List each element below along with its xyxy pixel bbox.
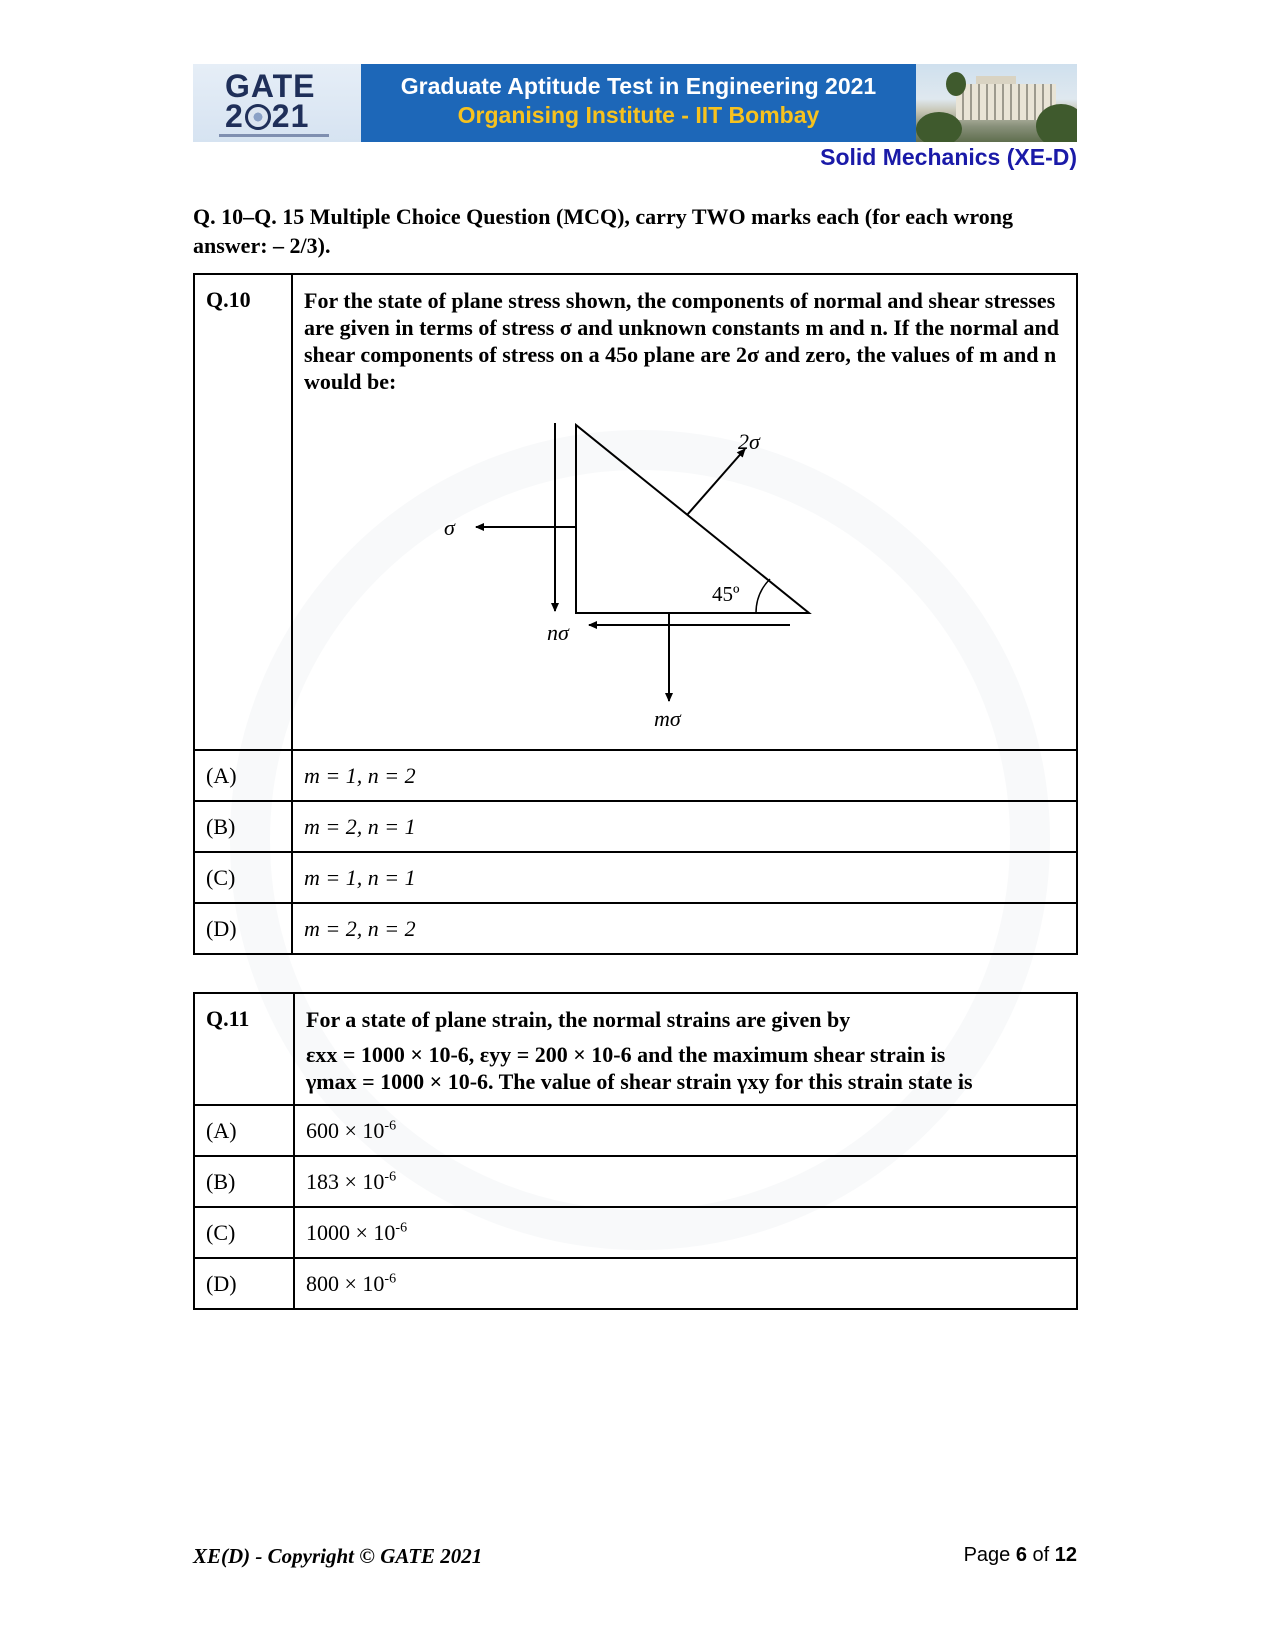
tree [946, 72, 966, 96]
question-label: Q.11 [194, 993, 294, 1105]
tree [1036, 104, 1077, 142]
option-row[interactable] [194, 750, 1077, 801]
option-exponent: -6 [384, 1118, 397, 1134]
option-row[interactable] [194, 801, 1077, 852]
label-sigma: σ [444, 515, 455, 540]
option-math: m = 1, n = 2 [304, 762, 416, 788]
option-row[interactable] [194, 1258, 1077, 1309]
question-line: For a state of plane strain, the normal strains are given by [306, 1007, 851, 1032]
campus-photo [916, 64, 1077, 142]
option-math: m = 1, n = 1 [304, 864, 416, 890]
banner-title: Graduate Aptitude Test in Engineering 2021 [400, 73, 877, 99]
option-exponent: -6 [384, 1271, 397, 1287]
stress-element-triangle [576, 425, 809, 613]
option-label: (B) [194, 1156, 294, 1207]
question-label: Q.10 [194, 274, 292, 750]
seal-icon [245, 104, 271, 130]
banner-title-block [361, 64, 916, 142]
plane-stress-diagram [304, 407, 1064, 737]
option-label: (C) [194, 1207, 294, 1258]
option-base: 800 × 10 [306, 1270, 385, 1296]
option-text [294, 1156, 1077, 1207]
option-row[interactable] [194, 1156, 1077, 1207]
option-text [292, 903, 1077, 954]
option-exponent: -6 [384, 1169, 397, 1185]
page-total: 12 [1054, 1544, 1077, 1566]
question-10-body [292, 274, 1077, 750]
option-text [292, 750, 1077, 801]
label-2sigma: 2σ [738, 429, 760, 454]
gate-logo [193, 64, 361, 142]
option-label: (B) [194, 801, 292, 852]
subject-title: Solid Mechanics (XE-D) [820, 144, 1077, 170]
question-11-table [193, 992, 1078, 1310]
option-base: 183 × 10 [306, 1168, 385, 1194]
logo-gate-text: GATE [225, 68, 316, 104]
option-math: m = 2, n = 2 [304, 915, 416, 941]
option-text [294, 1258, 1077, 1309]
option-label: (C) [194, 852, 292, 903]
header-banner [193, 64, 1077, 142]
label-m-sigma: mσ [654, 706, 681, 731]
page-prefix: Page [963, 1544, 1016, 1566]
option-base: 1000 × 10 [306, 1219, 396, 1245]
option-text [294, 1207, 1077, 1258]
section-intro: Q. 10–Q. 15 Multiple Choice Question (MCQ), carry TWO marks each (for each wrong answer: – 2/3). [193, 204, 1014, 258]
question-11-body [294, 993, 1077, 1105]
option-text [292, 801, 1077, 852]
banner-subtitle: Organising Institute - IIT Bombay [457, 102, 820, 128]
logo-year-left: 2 [225, 98, 244, 134]
option-text [292, 852, 1077, 903]
option-math: m = 2, n = 1 [304, 813, 416, 839]
option-exponent: -6 [395, 1220, 408, 1236]
option-row[interactable] [194, 852, 1077, 903]
angle-arc [756, 579, 770, 613]
option-row[interactable] [194, 903, 1077, 954]
tree [916, 112, 962, 142]
option-label: (A) [194, 1105, 294, 1156]
label-n-sigma: nσ [547, 620, 569, 645]
footer-copyright: XE(D) - Copyright © GATE 2021 [193, 1544, 483, 1568]
option-row[interactable] [194, 1105, 1077, 1156]
logo-year-right: 21 [271, 98, 310, 134]
logo-year [225, 100, 309, 132]
option-text [294, 1105, 1077, 1156]
page-current: 6 [1015, 1544, 1027, 1566]
question-10-table [193, 273, 1078, 955]
option-base: 600 × 10 [306, 1117, 385, 1143]
page-of: of [1026, 1544, 1055, 1566]
option-label: (A) [194, 750, 292, 801]
option-row[interactable] [194, 1207, 1077, 1258]
option-label: (D) [194, 903, 292, 954]
option-label: (D) [194, 1258, 294, 1309]
question-line: εxx = 1000 × 10-6, εyy = 200 × 10-6 and the maximum shear strain is [306, 1042, 946, 1067]
question-text: For the state of plane stress shown, the components of normal and shear stresses are given in terms of stress σ and unknown constants m and n. If the normal and shear components of stress on a 45o plane are 2σ and zero, the values of m and n would be: [304, 288, 1059, 394]
logo-tagline-bar [219, 134, 329, 137]
label-angle: 45º [712, 582, 740, 606]
two-sigma-arrow [687, 449, 745, 515]
footer-page-number [964, 1544, 1077, 1567]
question-line: γmax = 1000 × 10-6. The value of shear strain γxy for this strain state is [306, 1069, 973, 1094]
